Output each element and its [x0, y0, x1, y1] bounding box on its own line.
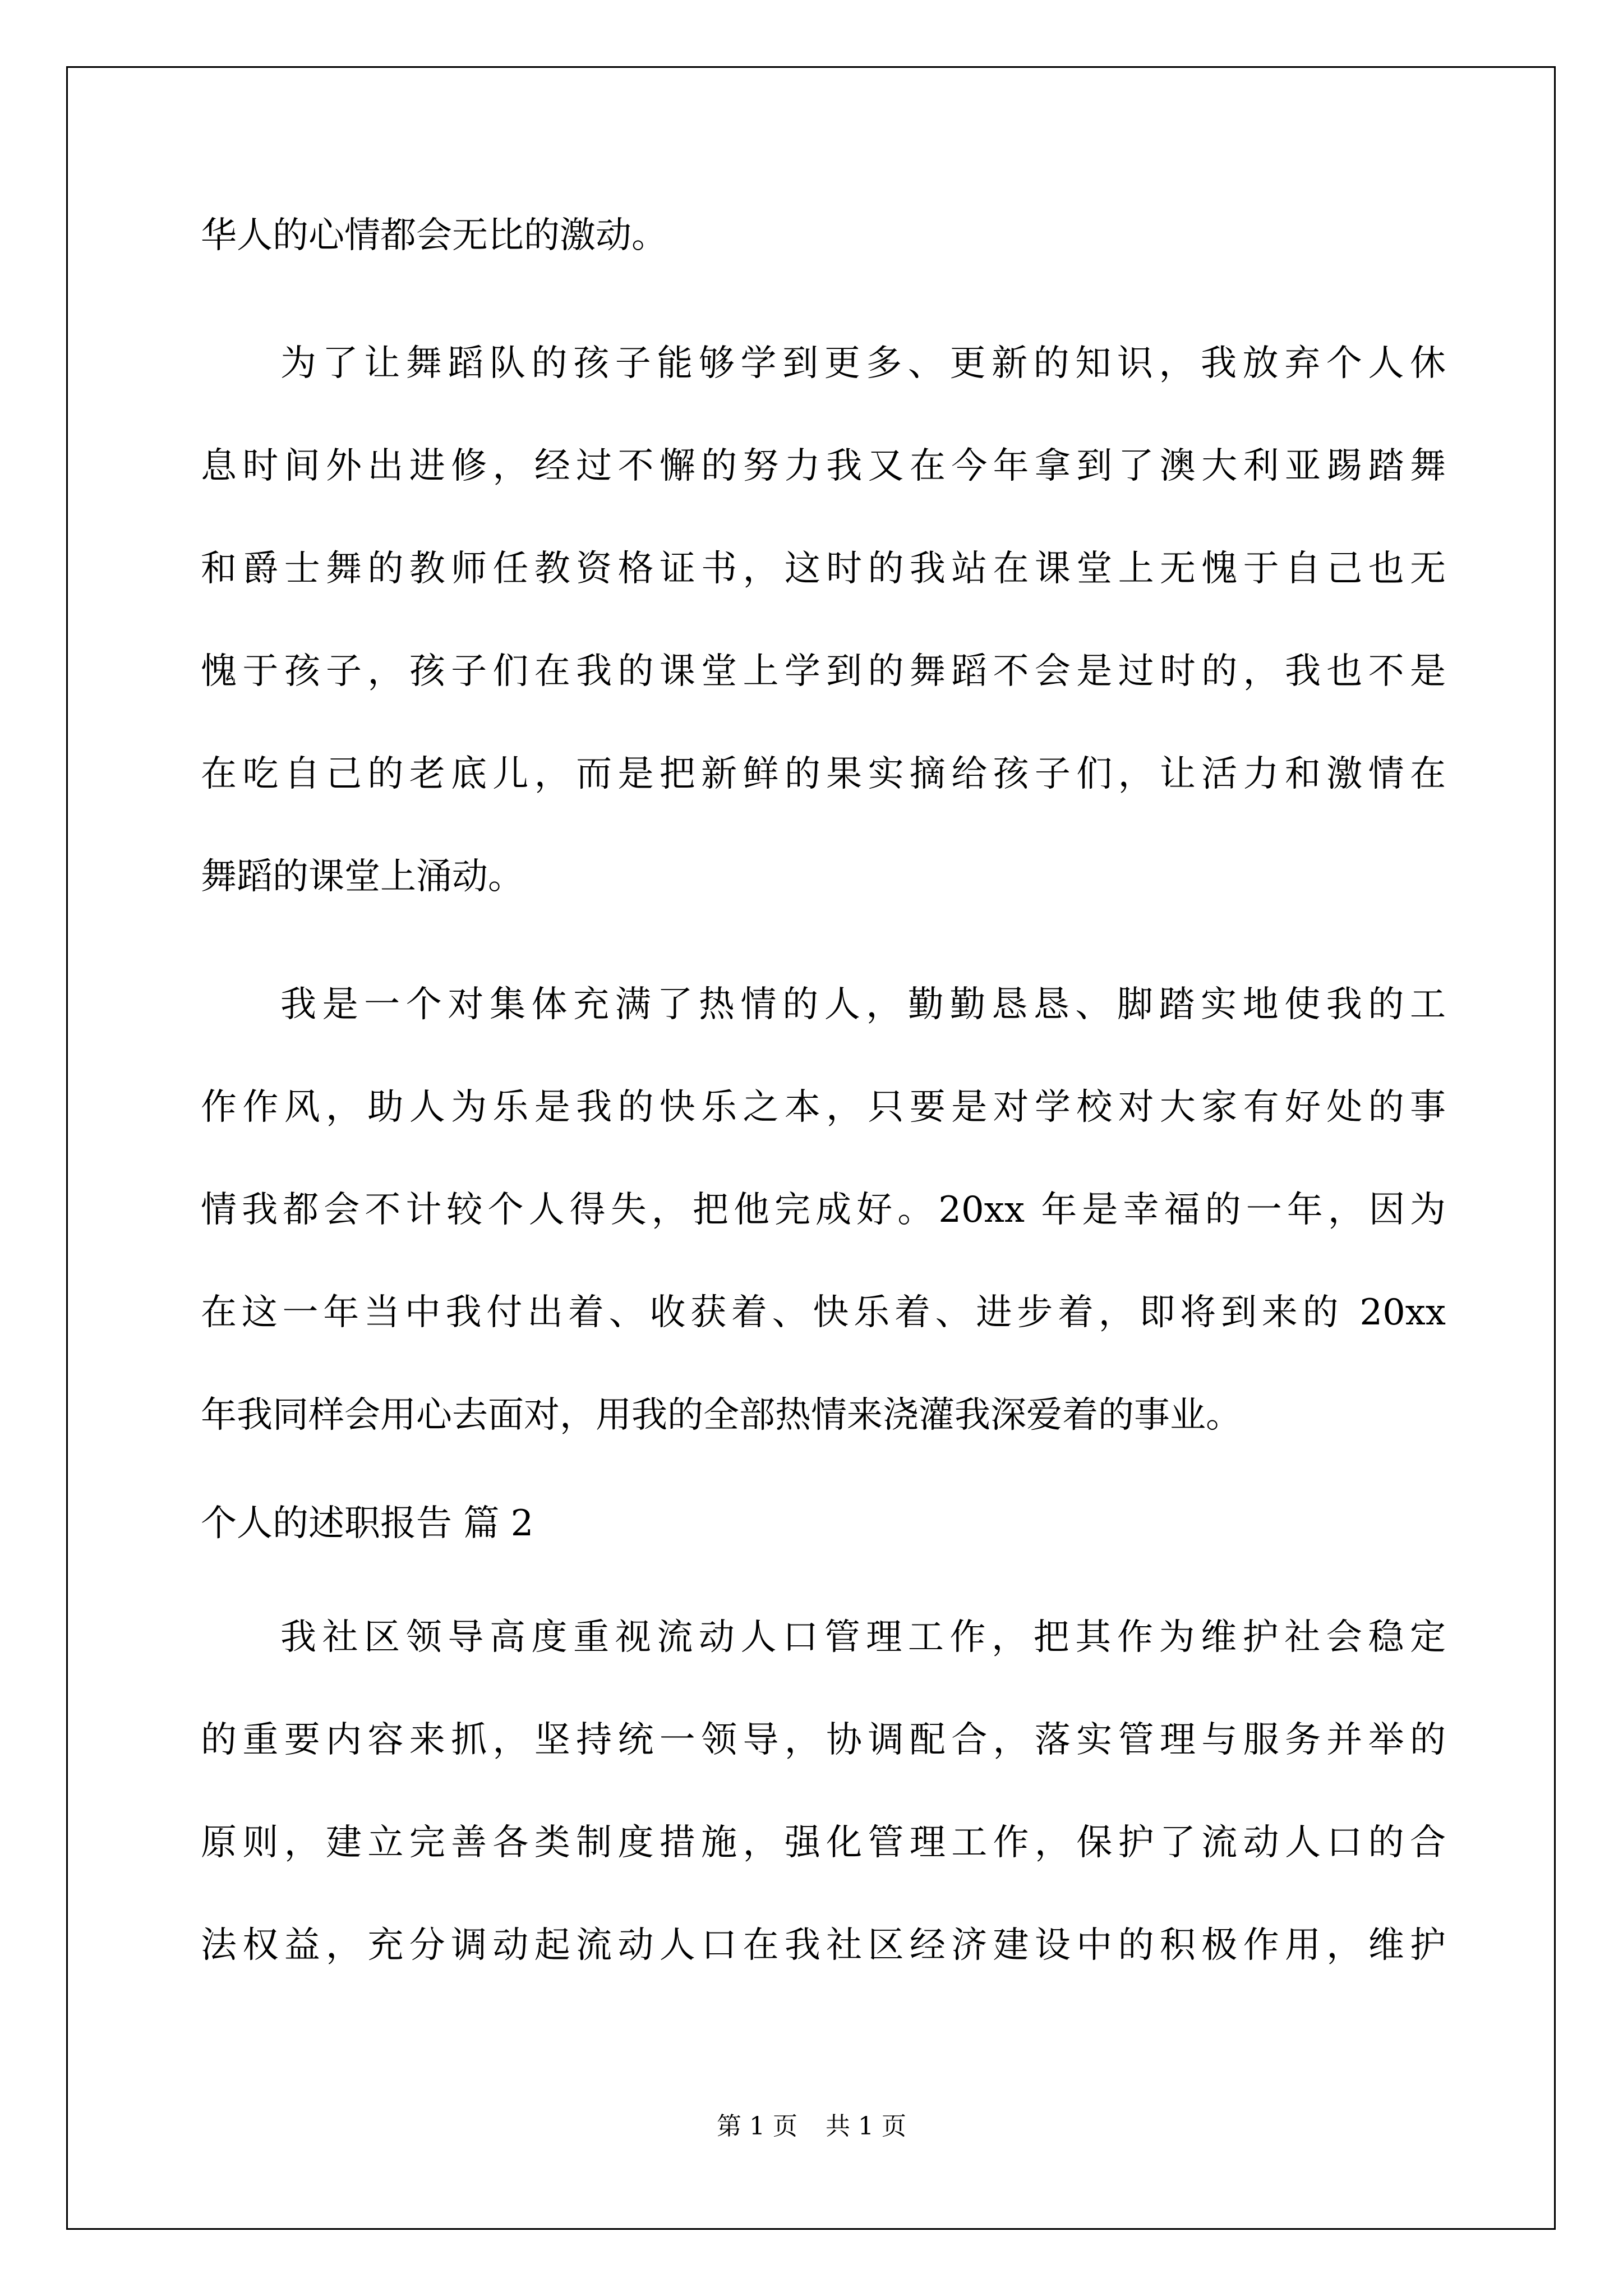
body-line: 我是一个对集体充满了热情的人，勤勤恳恳、脚踏实地使我的工 — [280, 984, 1446, 1025]
body-line: 和爵士舞的教师任教资格证书，这时的我站在课堂上无愧于自己也无 — [201, 548, 1446, 590]
body-line: 法权益，充分调动起流动人口在我社区经济建设中的积极作用，维护 — [201, 1925, 1446, 1966]
page-number-total: 共 1 页 — [826, 2112, 906, 2141]
body-line: 舞蹈的课堂上涌动。 — [201, 856, 524, 898]
page-number-current: 第 1 页 — [717, 2112, 797, 2141]
body-line: 在吃自己的老底儿，而是把新鲜的果实摘给孩子们，让活力和激情在 — [201, 753, 1446, 795]
body-line: 作作风，助人为乐是我的快乐之本，只要是对学校对大家有好处的事 — [201, 1087, 1446, 1128]
body-line: 原则，建立完善各类制度措施，强化管理工作，保护了流动人口的合 — [201, 1822, 1446, 1864]
body-line: 在这一年当中我付出着、收获着、快乐着、进步着，即将到来的 20xx — [201, 1292, 1446, 1333]
section-heading: 个人的述职报告 篇 2 — [201, 1503, 534, 1544]
body-line: 情我都会不计较个人得失，把他完成好。20xx 年是幸福的一年，因为 — [201, 1189, 1446, 1231]
body-line: 愧于孩子，孩子们在我的课堂上学到的舞蹈不会是过时的，我也不是 — [201, 651, 1446, 692]
body-line: 息时间外出进修，经过不懈的努力我又在今年拿到了澳大利亚踢踏舞 — [201, 445, 1446, 487]
page-border — [66, 66, 1556, 2230]
body-line: 华人的心情都会无比的激动。 — [201, 215, 667, 256]
body-line: 为了让舞蹈队的孩子能够学到更多、更新的知识，我放弃个人休 — [280, 343, 1446, 384]
page-footer — [0, 2111, 1623, 2142]
body-line: 年我同样会用心去面对，用我的全部热情来浇灌我深爱着的事业。 — [201, 1395, 1242, 1436]
body-line: 的重要内容来抓，坚持统一领导，协调配合，落实管理与服务并举的 — [201, 1719, 1446, 1761]
body-line: 我社区领导高度重视流动人口管理工作，把其作为维护社会稳定 — [280, 1617, 1446, 1658]
